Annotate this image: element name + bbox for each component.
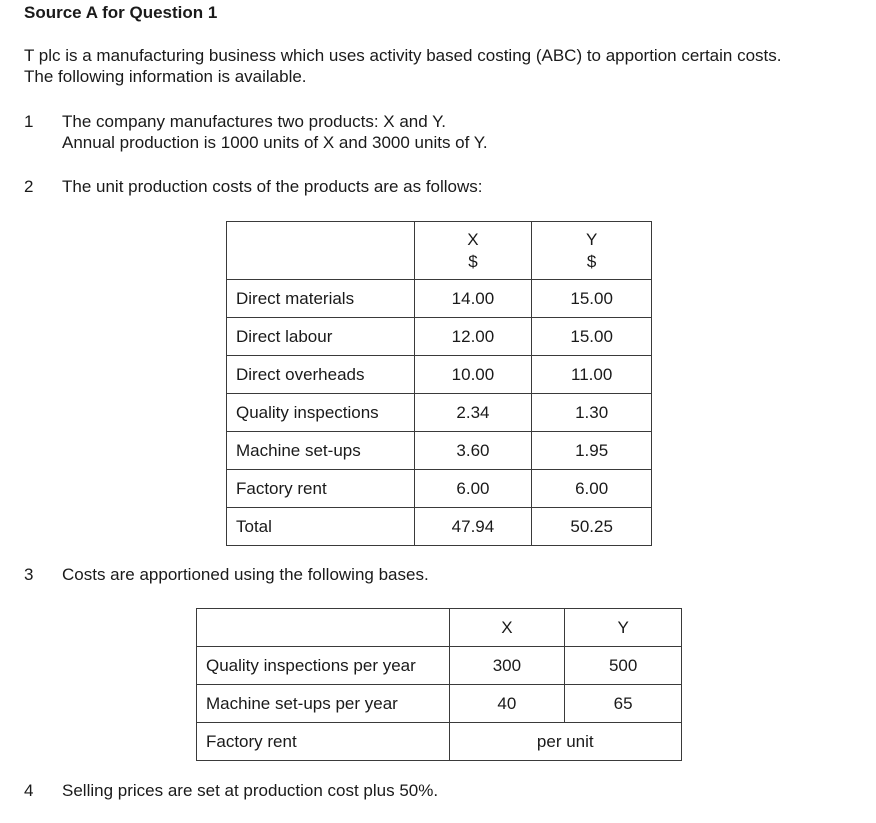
intro-line-2: The following information is available.: [24, 67, 307, 86]
intro-line-1: T plc is a manufacturing business which uses activity based costing (ABC) to apportion certain costs.: [24, 46, 782, 65]
item-3-number: 3: [24, 565, 34, 584]
cost-row-y: 15.00: [532, 318, 652, 356]
table-row: [227, 394, 652, 432]
cost-row-label: Direct materials: [227, 280, 415, 318]
bases-table-header-row: [197, 609, 682, 647]
cost-row-label: Direct labour: [227, 318, 415, 356]
item-1-number: 1: [24, 112, 34, 131]
bases-rent-value: per unit: [449, 723, 681, 761]
cost-total-label: Total: [227, 508, 415, 546]
bases-header-x: X: [449, 609, 565, 647]
cost-table-header-x: [414, 222, 532, 280]
item-4-number: 4: [24, 781, 34, 800]
table-row: [227, 280, 652, 318]
cost-total-x: 47.94: [414, 508, 532, 546]
bases-table-header-blank: [197, 609, 450, 647]
cost-row-label: Factory rent: [227, 470, 415, 508]
cost-row-x: 2.34: [414, 394, 532, 432]
cost-row-y: 1.30: [532, 394, 652, 432]
table-row: [197, 647, 682, 685]
table-row: [197, 685, 682, 723]
item-2-number: 2: [24, 177, 34, 196]
table-row: [227, 356, 652, 394]
table-row: [227, 470, 652, 508]
bases-row-y: 65: [565, 685, 682, 723]
cost-row-x: 12.00: [414, 318, 532, 356]
item-3-line-1: Costs are apportioned using the following bases.: [62, 565, 429, 584]
cost-header-x-unit: $: [468, 251, 478, 271]
cost-row-x: 6.00: [414, 470, 532, 508]
bases-header-y: Y: [565, 609, 682, 647]
item-2-line-1: The unit production costs of the products are as follows:: [62, 177, 483, 196]
cost-row-y: 11.00: [532, 356, 652, 394]
cost-table-header-y: [532, 222, 652, 280]
cost-row-label: Machine set-ups: [227, 432, 415, 470]
apportionment-bases-table: [196, 608, 682, 761]
bases-row-label: Quality inspections per year: [197, 647, 450, 685]
cost-row-x: 3.60: [414, 432, 532, 470]
cost-row-y: 1.95: [532, 432, 652, 470]
cost-table-header-blank: [227, 222, 415, 280]
bases-row-y: 500: [565, 647, 682, 685]
cost-header-x-label: X: [467, 229, 479, 249]
bases-rent-label: Factory rent: [197, 723, 450, 761]
cost-row-label: Direct overheads: [227, 356, 415, 394]
cost-header-y-label: Y: [585, 229, 598, 249]
cost-total-y: 50.25: [532, 508, 652, 546]
cost-row-x: 14.00: [414, 280, 532, 318]
page-heading: Source A for Question 1: [24, 3, 218, 22]
bases-row-x: 40: [449, 685, 565, 723]
bases-row-label: Machine set-ups per year: [197, 685, 450, 723]
item-1-line-1: The company manufactures two products: X and Y.: [62, 112, 446, 131]
cost-row-label: Quality inspections: [227, 394, 415, 432]
item-4-line-1: Selling prices are set at production cost plus 50%.: [62, 781, 439, 800]
unit-cost-table: [226, 221, 652, 546]
bases-row-x: 300: [449, 647, 565, 685]
table-row-total: [227, 508, 652, 546]
cost-row-y: 15.00: [532, 280, 652, 318]
table-row: [227, 432, 652, 470]
cost-table-header-row: [227, 222, 652, 280]
table-row-rent: [197, 723, 682, 761]
table-row: [227, 318, 652, 356]
cost-row-y: 6.00: [532, 470, 652, 508]
cost-row-x: 10.00: [414, 356, 532, 394]
item-1-line-2: Annual production is 1000 units of X and 3000 units of Y.: [62, 133, 488, 152]
cost-header-y-unit: $: [586, 251, 597, 271]
